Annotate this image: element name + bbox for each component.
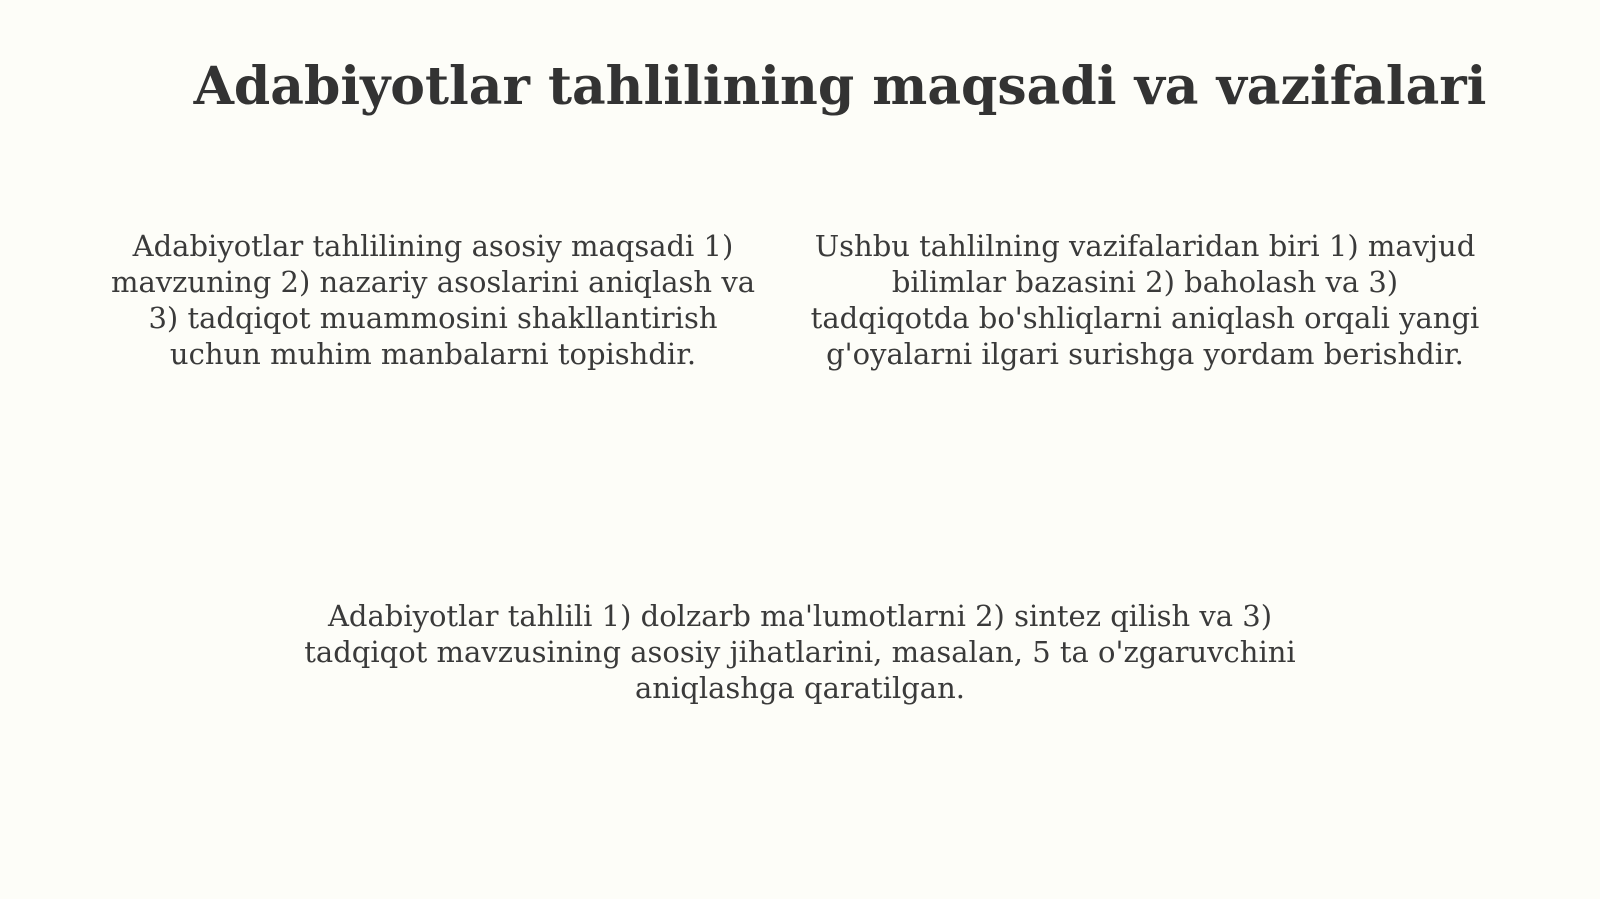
paragraph-bottom: Adabiyotlar tahlili 1) dolzarb ma'lumotlarni 2) sintez qilish va 3) tadqiqot mavzusining asosiy jihatlarini, masalan, 5 ta o'zgaruvchini aniqlashga qaratilgan. bbox=[304, 599, 1296, 705]
paragraph-right: Ushbu tahlilning vazifalaridan biri 1) mavjud bilimlar bazasini 2) baholash va 3) tadqiqotda bo'shliqlarni aniqlash orqali yangi g'oyalarni ilgari surishga yordam berishdir. bbox=[810, 229, 1480, 371]
paragraph-left: Adabiyotlar tahlilining asosiy maqsadi 1) mavzuning 2) nazariy asoslarini aniqlash va 3) tadqiqot muammosini shakllantirish uchun muhim manbalarni topishdir. bbox=[110, 229, 755, 371]
slide-title: Adabiyotlar tahlilining maqsadi va vazifalari bbox=[193, 56, 1487, 117]
